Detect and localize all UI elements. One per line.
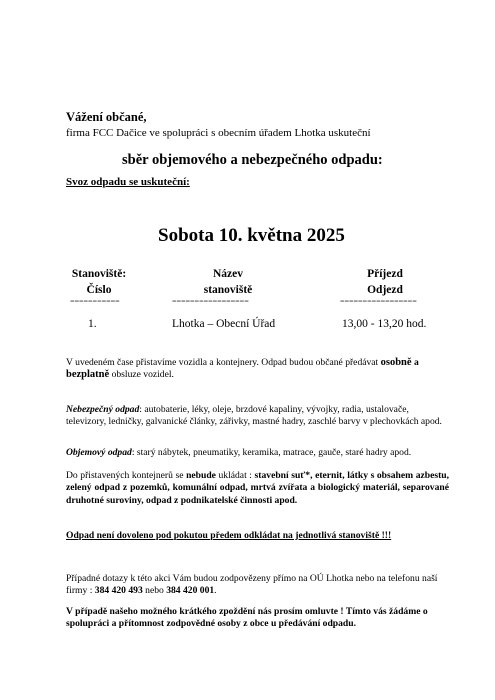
p1-osobne: osobně bbox=[380, 357, 412, 368]
p1-text-a: V uvedeném čase přistavíme vozidla a kontejnery. Odpad budou občané předávat bbox=[66, 357, 381, 368]
separator-stanoviste: =========== bbox=[70, 297, 120, 306]
p7-text: V případě našeho možného krátkého zpoždění nás prosím omluvte ! Tímto vás žádáme o spolupráci a přítomnost zodpovědné osoby z obce u předávání odpadu. bbox=[66, 606, 428, 630]
row-cislo: 1. bbox=[88, 318, 97, 330]
intro-line: firma FCC Dačice ve spolupráci s obecním úřadem Lhotka uskuteční bbox=[66, 127, 371, 139]
p4-nebude: nebude bbox=[186, 470, 216, 481]
row-nazev: Lhotka – Obecní Úřad bbox=[172, 318, 276, 330]
separator-nazev: ================= bbox=[172, 297, 249, 306]
p6-phone-2: 384 420 001 bbox=[166, 585, 215, 597]
header-prijezd bbox=[340, 266, 430, 298]
greeting: Vážení občané, bbox=[66, 110, 147, 124]
p6-text-e: . bbox=[214, 585, 217, 597]
p4-text-c: ukládat : bbox=[215, 470, 255, 481]
header-stanoviste-line2: Číslo bbox=[86, 284, 112, 296]
headline: sběr objemového a nebezpečného odpadu: bbox=[122, 152, 383, 168]
paragraph-apology bbox=[66, 606, 449, 631]
header-stanoviste-line1: Stanoviště: bbox=[71, 268, 127, 280]
paragraph-intro bbox=[66, 357, 449, 382]
separator-prijezd: ================= bbox=[340, 297, 417, 306]
p3-label: Objemový odpad bbox=[66, 447, 132, 458]
p1-text-c: a bbox=[411, 357, 419, 368]
svoz-label: Svoz odpadu se uskuteční: bbox=[66, 176, 190, 188]
header-prijezd-line1: Příjezd bbox=[367, 268, 403, 280]
header-nazev-line1: Název bbox=[212, 268, 243, 280]
p3-text: : starý nábytek, pneumatiky, keramika, matrace, gauče, staré hadry apod. bbox=[131, 447, 412, 458]
header-stanoviste bbox=[66, 266, 132, 298]
paragraph-nebezpecny bbox=[66, 404, 449, 429]
paragraph-objemovy bbox=[66, 447, 449, 459]
paragraph-warning bbox=[66, 530, 449, 542]
p6-phone-1: 384 420 493 bbox=[94, 585, 143, 597]
p4-list: stavební suť*, eternit, látky s obsahem azbestu, zelený odpad z pozemků, komunální odpad, mrtvá zvířata a biologický materiál, separované druhotné suroviny, odpad z podnikatelské činnosti apod. bbox=[66, 470, 450, 506]
p1-bezplatne: bezplatně bbox=[66, 369, 110, 381]
header-nazev bbox=[178, 266, 278, 298]
paragraph-zakazano bbox=[66, 470, 449, 507]
header-prijezd-line2: Odjezd bbox=[367, 284, 403, 296]
p6-text-c: nebo bbox=[142, 585, 167, 597]
collection-date: Sobota 10. května 2025 bbox=[158, 225, 345, 246]
p2-text: : autobaterie, léky, oleje, brzdové kapaliny, vývojky, radia, ustalovače, televizory, ledničky, galvanické články, zářivky, mastné hadry, zaschlé barvy v plechovkách apod. bbox=[66, 404, 442, 428]
p6-text-a: Případné dotazy k této akci Vám budou zodpovězeny přímo na OÚ Lhotka nebo na telefonu naší firmy : bbox=[66, 573, 438, 597]
row-cas: 13,00 - 13,20 hod. bbox=[342, 318, 427, 330]
p2-label: Nebezpečný odpad bbox=[66, 404, 140, 415]
paragraph-contact bbox=[66, 573, 449, 598]
p4-text-a: Do přistavených kontejnerů se bbox=[66, 470, 187, 481]
p5-warning: Odpad není dovoleno pod pokutou předem odkládat na jednotlivá stanoviště !!! bbox=[66, 530, 392, 541]
p1-text-d: obsluze vozidel. bbox=[109, 369, 174, 381]
header-nazev-line2: stanoviště bbox=[203, 284, 253, 296]
